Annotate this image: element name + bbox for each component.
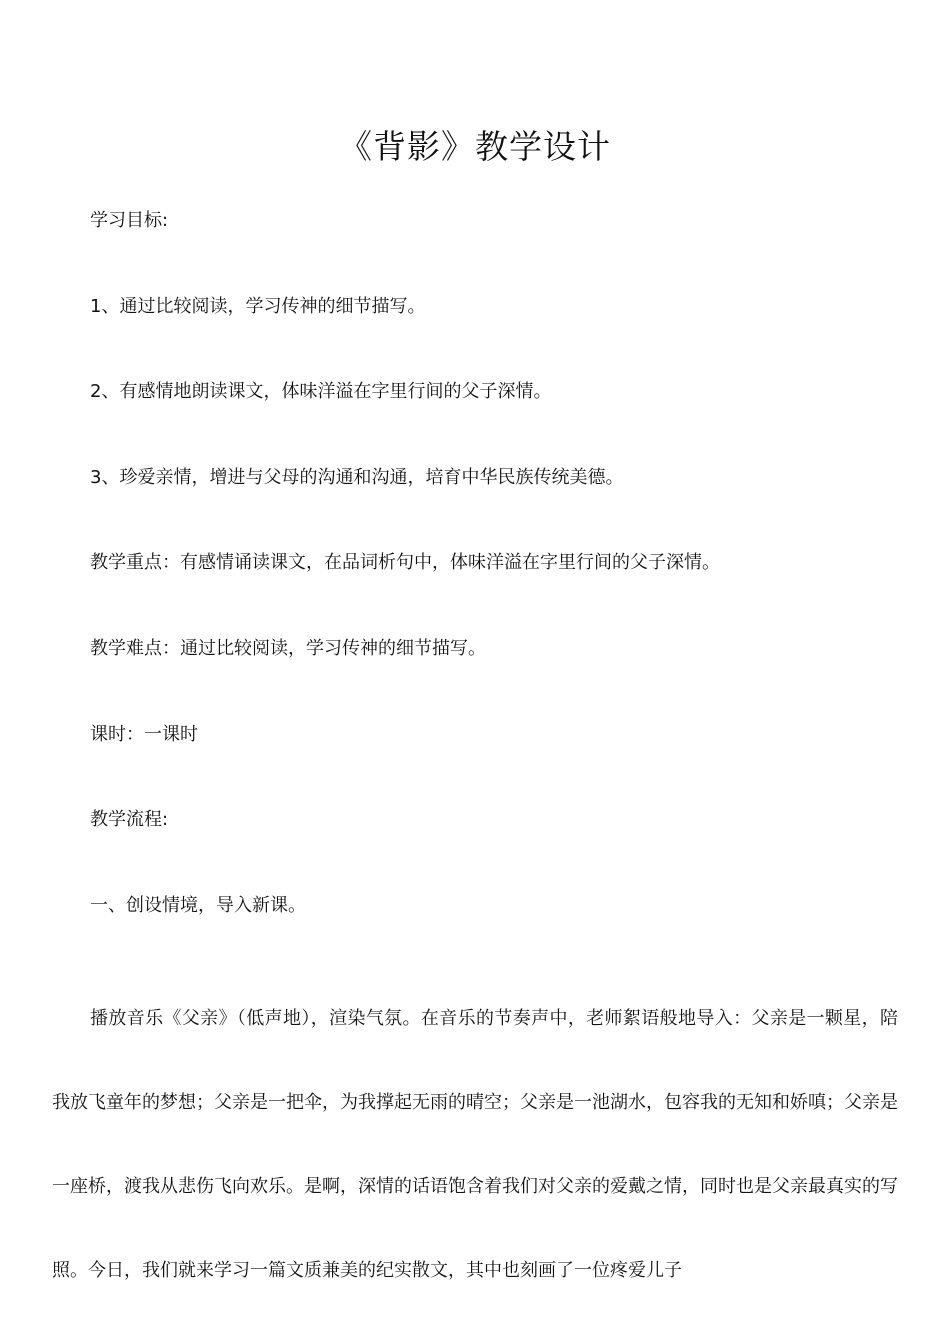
class-hours: 课时：一课时 [90, 724, 198, 745]
objective-item-3: 3、珍爱亲情，增进与父母的沟通和沟通，培育中华民族传统美德。 [90, 467, 624, 488]
difficulties: 教学难点：通过比较阅读，学习传神的细节描写。 [90, 638, 486, 659]
objective-item-1: 1、通过比较阅读，学习传神的细节描写。 [90, 296, 426, 317]
section-1-heading: 一、创设情境，导入新课。 [90, 895, 306, 916]
objective-item-2: 2、有感情地朗读课文，体味洋溢在字里行间的父子深情。 [90, 381, 552, 402]
objectives-heading: 学习目标: [90, 210, 169, 231]
section-1-body: 播放音乐《父亲》（低声地），渲染气氛。在音乐的节奏声中，老师絮语般地导入：父亲是一颗星，陪我放飞童年的梦想；父亲是一把伞，为我撑起无雨的晴空；父亲是一池湖水，包容我的无知和娇嗔；父亲是一座桥，渡我从悲伤飞向欢乐。是啊，深情的话语饱含着我们对父亲的爱戴之情，同时也是父亲最真实的写照。今日，我们就来学习一篇文质兼美的纪实散文，其中也刻画了一位疼爱儿子 [52, 1008, 898, 1281]
document-title: 《背影》教学设计 [339, 127, 611, 166]
process-heading: 教学流程: [90, 809, 169, 830]
key-points: 教学重点：有感情诵读课文，在品词析句中，体味洋溢在字里行间的父子深情。 [90, 552, 720, 573]
